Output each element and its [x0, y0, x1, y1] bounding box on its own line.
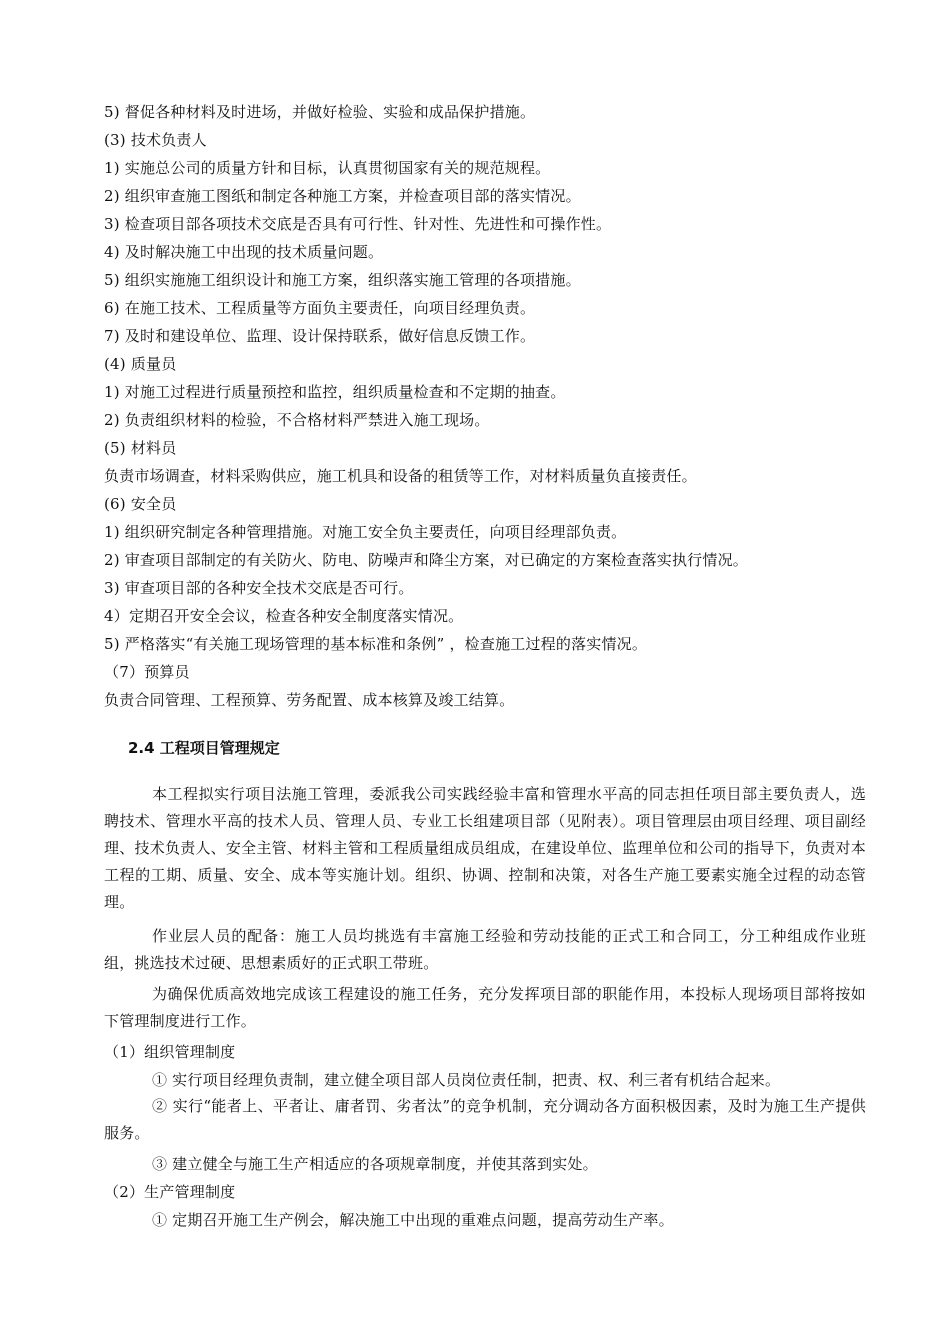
duty-line: 3) 审查项目部的各种安全技术交底是否可行。: [104, 579, 414, 597]
duty-line: 7) 及时和建设单位、监理、设计保持联系，做好信息反馈工作。: [104, 327, 536, 345]
section-heading: 2.4 工程项目管理规定: [128, 739, 280, 757]
duty-line: 2) 负责组织材料的检验，不合格材料严禁进入施工现场。: [104, 411, 490, 429]
role-heading-quality: (4) 质量员: [104, 355, 177, 373]
duty-line: 2) 组织审查施工图纸和制定各种施工方案，并检查项目部的落实情况。: [104, 187, 581, 205]
body-paragraph: 本工程拟实行项目法施工管理，委派我公司实践经验丰富和管理水平高的同志担任项目部主要负责人，选聘技术、管理水平高的技术人员、管理人员、专业工长组建项目部（见附表）。项目管理层由项目经理、项目副经理、技术负责人、安全主管、材料主管和工程质量组成员组成，在建设单位、监理单位和公司的指导下，负责对本工程的工期、质量、安全、成本等实施计划。组织、协调、控制和决策，对各生产施工要素实施全过程的动态管理。: [104, 785, 866, 911]
role-heading-materials: (5) 材料员: [104, 439, 177, 457]
subsection-heading-org: （1）组织管理制度: [104, 1043, 236, 1061]
role-heading-safety: (6) 安全员: [104, 495, 177, 513]
duty-line: 1) 实施总公司的质量方针和目标，认真贯彻国家有关的规范规程。: [104, 159, 551, 177]
duty-line: 1) 对施工过程进行质量预控和监控，组织质量检查和不定期的抽查。: [104, 383, 566, 401]
subsection-heading-production: （2）生产管理制度: [104, 1183, 236, 1201]
body-paragraph: 为确保优质高效地完成该工程建设的施工任务，充分发挥项目部的职能作用，本投标人现场项目部将按如下管理制度进行工作。: [104, 985, 866, 1030]
list-item: ③ 建立健全与施工生产相适应的各项规章制度，并使其落到实处。: [152, 1155, 598, 1173]
role-heading-budget: （7）预算员: [104, 663, 190, 681]
duty-line: 4）定期召开安全会议，检查各种安全制度落实情况。: [104, 607, 464, 625]
duty-line: 5) 严格落实“有关施工现场管理的基本标准和条例” ，检查施工过程的落实情况。: [104, 635, 648, 653]
duty-line: 3) 检查项目部各项技术交底是否具有可行性、针对性、先进性和可操作性。: [104, 215, 612, 233]
duty-line: 2) 审查项目部制定的有关防火、防电、防噪声和降尘方案，对已确定的方案检查落实执行情况。: [104, 551, 748, 569]
body-paragraph: 作业层人员的配备：施工人员均挑选有丰富施工经验和劳动技能的正式工和合同工，分工种组成作业班组，挑选技术过硬、思想素质好的正式职工带班。: [104, 927, 866, 972]
list-item: ① 定期召开施工生产例会，解决施工中出现的重难点问题，提高劳动生产率。: [152, 1211, 674, 1229]
list-item-wrapped: ② 实行“能者上、平者让、庸者罚、劣者汰”的竞争机制，充分调动各方面积极因素，及时为施工生产提供服务。: [104, 1097, 866, 1142]
list-item: ① 实行项目经理负责制，建立健全项目部人员岗位责任制，把责、权、利三者有机结合起来。: [152, 1071, 781, 1089]
duty-line: 6) 在施工技术、工程质量等方面负主要责任，向项目经理负责。: [104, 299, 536, 317]
duty-line: 5) 组织实施施工组织设计和施工方案，组织落实施工管理的各项措施。: [104, 271, 581, 289]
duty-line: 4) 及时解决施工中出现的技术质量问题。: [104, 243, 384, 261]
duty-line: 5) 督促各种材料及时进场，并做好检验、实验和成品保护措施。: [104, 103, 536, 121]
duty-line: 负责市场调查，材料采购供应，施工机具和设备的租赁等工作，对材料质量负直接责任。: [104, 467, 697, 485]
duty-line: 负责合同管理、工程预算、劳务配置、成本核算及竣工结算。: [104, 691, 515, 709]
duty-line: 1) 组织研究制定各种管理措施。对施工安全负主要责任，向项目经理部负责。: [104, 523, 627, 541]
role-heading-tech-lead: (3) 技术负责人: [104, 131, 207, 149]
